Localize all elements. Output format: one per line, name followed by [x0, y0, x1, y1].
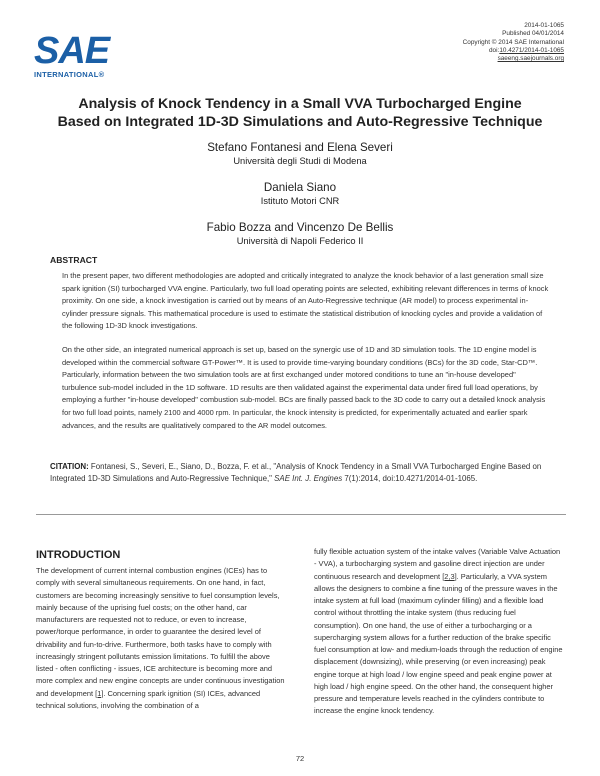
page-number: 72	[295, 754, 305, 763]
author-affiliation: Università degli Studi di Modena	[233, 156, 367, 166]
citation	[50, 461, 550, 485]
author-group	[30, 180, 570, 207]
section-divider	[36, 514, 566, 515]
reference-link[interactable]: [2,3]	[442, 571, 457, 581]
abstract-body	[62, 270, 550, 443]
author-names: Fabio Bozza and Vincenzo De Bellis	[206, 221, 394, 234]
sae-logo-sub: INTERNATIONAL®	[34, 70, 105, 79]
author-affiliation: Istituto Motori CNR	[260, 196, 340, 206]
citation-details: 7(1):2014,	[344, 474, 381, 484]
reference-link[interactable]: [1]	[95, 688, 104, 698]
sae-logo-mark: SAE	[34, 30, 110, 72]
introduction-heading: INTRODUCTION	[36, 549, 121, 561]
author-names: Stefano Fontanesi and Elena Severi	[207, 141, 393, 154]
paper-title: Analysis of Knock Tendency in a Small VVA Turbocharged Engine Based on Integrated 1D-3D Simulations and Auto-Regressive Technique	[57, 96, 543, 130]
citation-doi: doi:10.4271/2014-01-1065.	[382, 474, 478, 484]
doi-link[interactable]: 10.4271/2014-01-1065	[499, 46, 564, 54]
intro-column-right: fully flexible actuation system of the intake valves (Variable Valve Actuation - VVA), a turbocharging system and gasoline direct injection are under continuous research and development [2,3]. Particularly, a VVA system allows the designers to combine a fine tuning of the pressure waves in the intake system at full load (maximum cylinder filling) and a flexible load control without throttling the intake system (thus reducing fuel consumption). On one hand, the use of either a turbocharging or a supercharging system allows for a further reduction of the brake specific fuel consumption at low- and medium-loads through the reduction of engine displacement (downsizing), while preserving (or even increasing) peak engine torque at high load / low engine speed and peak engine power at high load / high engine speed. On the other hand, the consequent higher pressure and temperature levels reached in the cylinders contribute to increase the engine knock tendency.	[314, 547, 563, 716]
author-names: Daniela Siano	[263, 181, 337, 194]
author-group	[30, 140, 570, 167]
journal-site-link[interactable]: saeeng.saejournals.org	[497, 55, 564, 63]
abstract-heading: ABSTRACT	[50, 255, 98, 265]
intro-column-left: The development of current internal combustion engines (ICEs) has to comply with several simultaneous requirements. On one hand, in fact, customers are becoming increasingly sensitive to fuel consumption levels, mainly because of the uprising fuel costs; on the other hand, car manufacturers are requested not to reduce, or even to increase, power/torque performance, in order to guarantee the desired level of drivability and fun-to-drive. Furthermore, both tasks have to comply with increasingly stringent pollutants emission limitations. To fulfill the above listed - often conflicting - issues, ICE architecture is becoming more and more complex and new engine concepts are under continuous investigation and development [1]. Concerning spark ignition (SI) ICEs, advanced technical solutions, involving the combination of a	[36, 566, 285, 710]
paper-id: 2014-01-1065	[524, 22, 564, 29]
doi-line: doi:10.4271/2014-01-1065	[489, 46, 564, 54]
copyright: Copyright © 2014 SAE International	[462, 38, 564, 46]
author-affiliation: Università di Napoli Federico II	[236, 236, 364, 246]
citation-journal: SAE Int. J. Engines	[274, 474, 343, 484]
published-date: Published 04/01/2014	[502, 30, 564, 38]
citation-label: CITATION:	[50, 462, 89, 471]
abstract-paragraph: On the other side, an integrated numerical approach is set up, based on the synergic use of 1D and 3D simulation tools. The 1D engine model is developed within the commercial software GT-Power™. It is used to provide time-varying boundary conditions (BCs) for the 3D code, Star-CD™. Particularly, information between the two simulation tools are at first exchanged under motored conditions to tune an "in-house developed" turbulence sub-model included in the 1D software. 1D results are then validated against the experimental data under fired full load operations, by employing a further "in-house developed" combustion sub-model. BCs are finally passed back to the 3D code to carry out a detailed knock analysis for two full load points, namely 2100 and 4000 rpm. In particular, the knock intensity is predicted, for experimentally actuated and earlier spark advances, and the results are qualitatively compared to the AR model outcomes.	[62, 344, 546, 430]
abstract-paragraph: In the present paper, two different methodologies are adopted and critically integrated to analyze the knock behavior of a last generation small size spark ignition (SI) turbocharged VVA engine. Particularly, two full load operating points are selected, exhibiting relevant differences in terms of knock proximity. On one side, a knock investigation is carried out by means of an Auto-Regressive technique (AR model) to process experimental in-cylinder pressure signals. This mathematical procedure is used to estimate the statistical distribution of knocking cycles and provide a validation of the following 1D-3D knock investigations.	[62, 271, 549, 331]
publication-meta	[463, 22, 564, 63]
sae-logo	[34, 30, 124, 79]
citation-text: Fontanesi, S., Severi, E., Siano, D., Bozza, F. et al., "Analysis of Knock Tendency in a Small VVA Turbocharged Engine Based on Integrated 1D-3D Simulations and Auto-Regressive Technique,"	[50, 462, 542, 484]
author-block	[30, 140, 570, 260]
author-group	[30, 220, 570, 247]
